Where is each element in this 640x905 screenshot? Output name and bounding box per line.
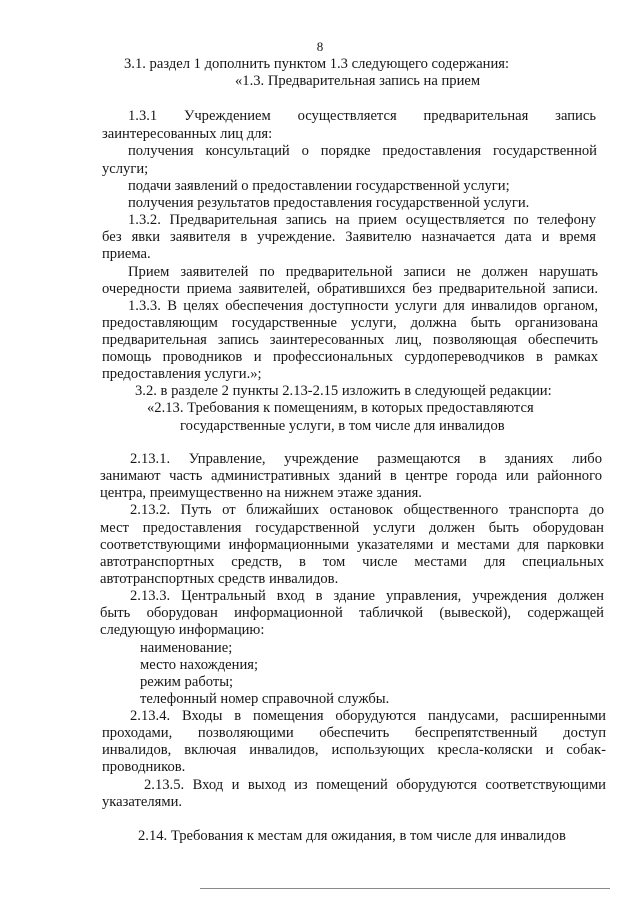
text-line: инвалидов, включая инвалидов, использующих кресла-коляски и собак-	[102, 742, 606, 758]
text-line: приема.	[102, 246, 151, 262]
text-line: режим работы;	[140, 674, 234, 690]
text-line: проводников.	[102, 759, 186, 775]
text-line: заинтересованных лиц для:	[102, 126, 273, 142]
text-line: получения консультаций о порядке предоставления государственной	[128, 143, 597, 159]
text-line: 3.1. раздел 1 дополнить пунктом 1.3 следующего содержания:	[124, 56, 510, 72]
text-line: без явки заявителя в учреждение. Заявителю назначается дата и время	[102, 229, 596, 245]
text-line: предварительная запись заинтересованных лиц, позволяющая обеспечить	[102, 332, 598, 348]
text-line: помощь проводников и профессиональных сурдопереводчиков в рамках	[102, 349, 598, 365]
text-line: предоставляющим государственные услуги, должна быть организована	[102, 315, 598, 331]
text-line: услуги;	[102, 161, 149, 177]
text-line: центра, преимущественно на нижнем этаже здания.	[100, 485, 422, 501]
text-line: 2.13.3. Центральный вход в здание управления, учреждения должен	[130, 588, 604, 604]
text-line: следующую информацию:	[100, 622, 265, 638]
text-line: указателями.	[102, 794, 183, 810]
text-line: телефонный номер справочной службы.	[140, 691, 390, 707]
text-line: автотранспортных средств инвалидов.	[100, 571, 339, 587]
text-line: очередности приема заявителей, обратившихся без предварительной записи.	[102, 281, 598, 297]
scan-edge-line	[200, 888, 610, 889]
text-line: получения результатов предоставления государственной услуги.	[128, 195, 530, 211]
text-line: предоставления услуги.»;	[102, 366, 262, 382]
text-line: «1.3. Предварительная запись на прием	[235, 73, 481, 89]
text-line: Прием заявителей по предварительной записи не должен нарушать	[128, 264, 598, 280]
text-line: 3.2. в разделе 2 пункты 2.13-2.15 изложить в следующей редакции:	[135, 383, 552, 399]
text-line: наименование;	[140, 640, 233, 656]
text-line: занимают часть административных зданий в центре города или районного	[100, 468, 602, 484]
page-number: 8	[316, 39, 324, 54]
text-line: соответствующими информационными указателями и местами для парковки	[100, 537, 604, 553]
text-line: 2.14. Требования к местам для ожидания, в том числе для инвалидов	[138, 828, 566, 844]
text-line: 1.3.2. Предварительная запись на прием осуществляется по телефону	[128, 212, 596, 228]
text-line: 1.3.3. В целях обеспечения доступности услуги для инвалидов органом,	[128, 298, 598, 314]
text-line: быть оборудован информационной табличкой (вывеской), содержащей	[100, 605, 604, 621]
text-line: 2.13.1. Управление, учреждение размещаются в зданиях либо	[130, 451, 602, 467]
text-line: 1.3.1 Учреждением осуществляется предварительная запись	[128, 108, 596, 124]
text-line: автотранспортных средств, в том числе местами для специальных	[100, 554, 604, 570]
text-line: подачи заявлений о предоставлении государственной услуги;	[128, 178, 510, 194]
text-line: место нахождения;	[140, 657, 259, 673]
text-line: проходами, позволяющими обеспечить беспрепятственный доступ	[102, 725, 606, 741]
text-line: государственные услуги, в том числе для инвалидов	[180, 418, 505, 434]
text-line: 2.13.2. Путь от ближайших остановок общественного транспорта до	[130, 502, 604, 518]
text-line: 2.13.5. Вход и выход из помещений оборудуются соответствующими	[144, 777, 606, 793]
text-line: «2.13. Требования к помещениям, в которых предоставляются	[147, 400, 534, 416]
text-line: 2.13.4. Входы в помещения оборудуются пандусами, расширенными	[130, 708, 606, 724]
text-line: мест предоставления государственной услуги должен быть оборудован	[100, 520, 604, 536]
